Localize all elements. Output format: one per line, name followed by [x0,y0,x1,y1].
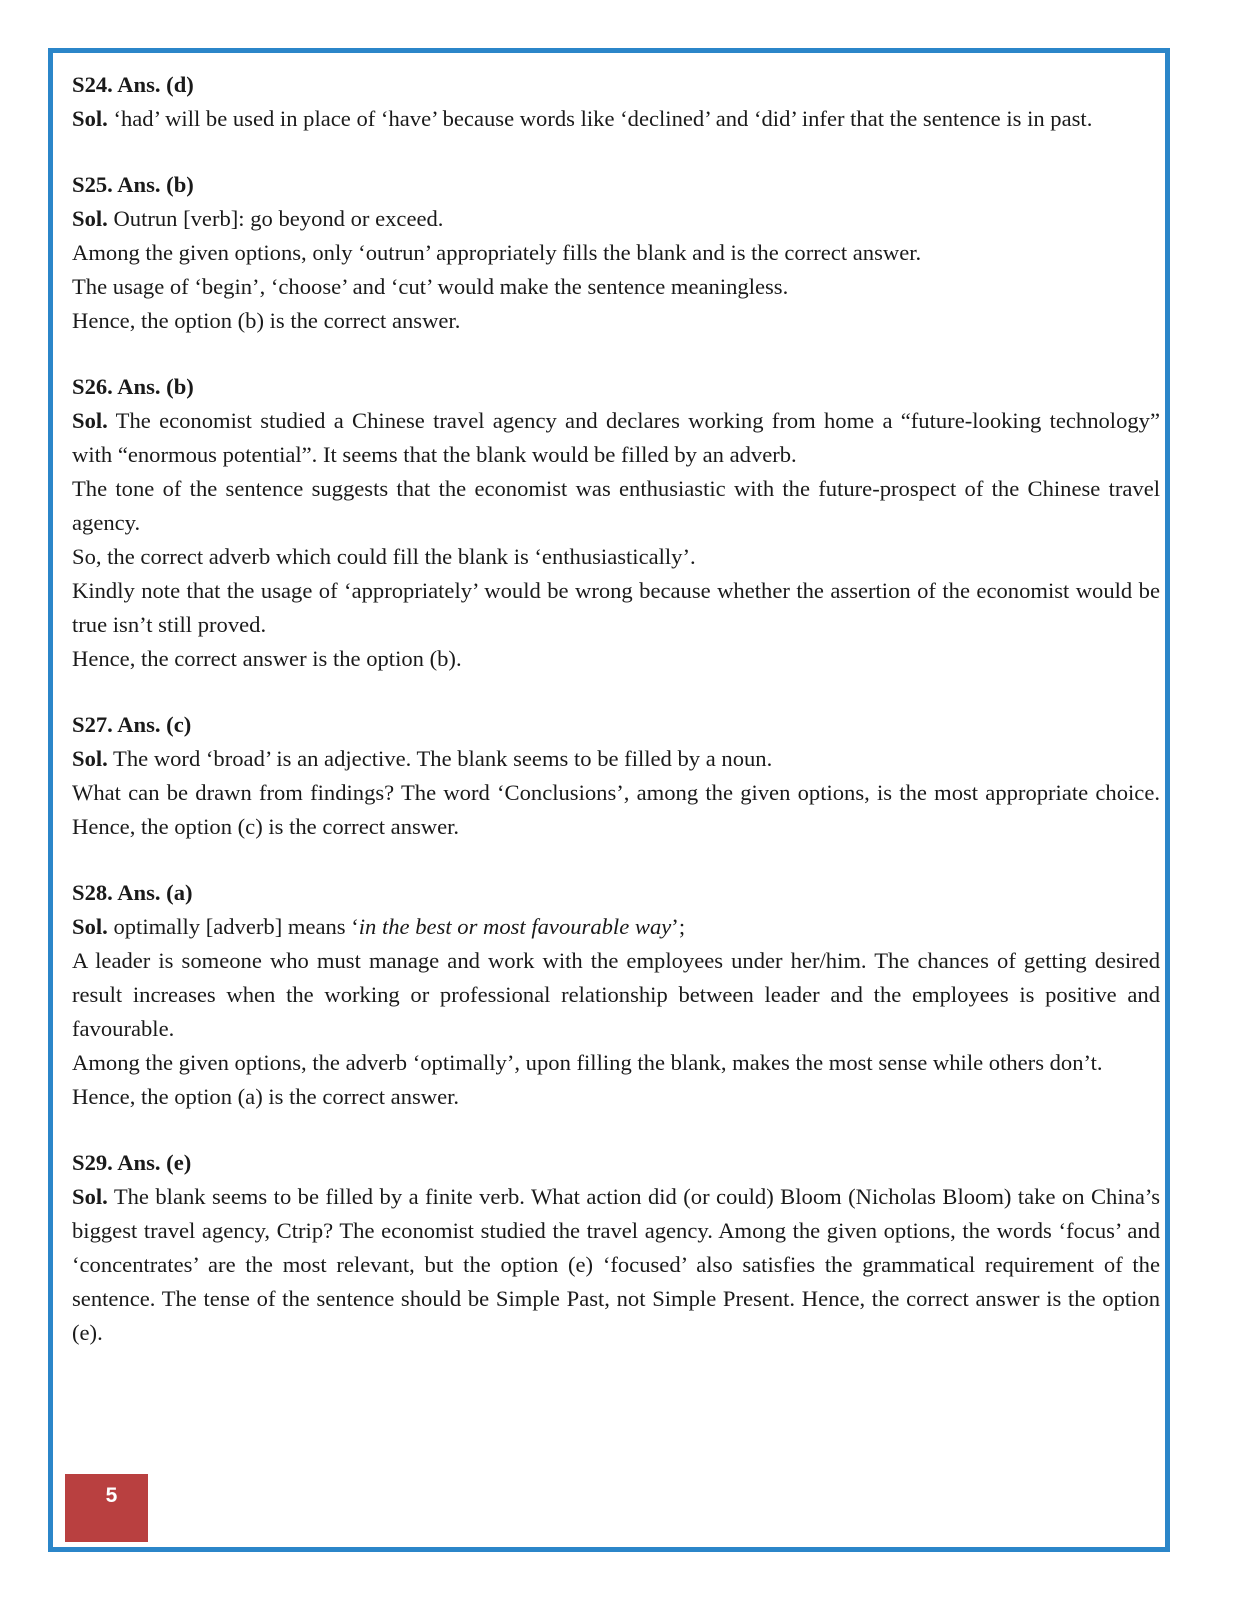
solution-line: Among the given options, only ‘outrun’ appropriately fills the blank and is the correct answer. [72,240,922,265]
solution-heading: S27. Ans. (c) [72,712,192,737]
solution-s24 [72,68,1160,136]
sol-label: Sol. [72,206,108,231]
page-number: 5 [105,1484,118,1507]
solution-line: What can be drawn from findings? The word ‘Conclusions’, among the given options, is the most appropriate choice. Hence, the option (c) is the correct answer. [72,780,1160,839]
definition-italic: in the best or most favourable way [358,914,672,939]
solution-line: The usage of ‘begin’, ‘choose’ and ‘cut’ would make the sentence meaningless. [72,274,789,299]
sol-label: Sol. [72,1184,108,1209]
solution-line: Kindly note that the usage of ‘appropriately’ would be wrong because whether the assertion of the economist would be true isn’t still proved. [72,578,1160,637]
solution-text [72,910,1160,944]
page-number-badge [65,1474,148,1542]
solution-text [72,202,1160,236]
sol-label: Sol. [72,408,108,433]
solution-heading: S24. Ans. (d) [72,72,194,97]
solution-text [72,742,1160,776]
solution-lead: The economist studied a Chinese travel agency and declares working from home a “future-looking technology” with “enormous potential”. It seems that the blank would be filled by an adverb. [72,408,1160,467]
sol-label: Sol. [72,746,108,771]
solution-lead-tail: ’; [671,914,686,939]
solution-s28 [72,876,1160,1114]
solution-heading: S26. Ans. (b) [72,374,194,399]
solution-heading: S29. Ans. (e) [72,1150,192,1175]
solution-text [72,1180,1160,1350]
solution-heading: S28. Ans. (a) [72,880,193,905]
solution-line: Hence, the option (a) is the correct answer. [72,1084,460,1109]
solution-lead: ‘had’ will be used in place of ‘have’ because words like ‘declined’ and ‘did’ infer that the sentence is in past. [113,106,1093,131]
solution-text [72,102,1160,136]
solution-line: Among the given options, the adverb ‘optimally’, upon filling the blank, makes the most sense while others don’t. [72,1050,1103,1075]
solution-lead: Outrun [verb]: go beyond or exceed. [113,206,444,231]
solution-heading: S25. Ans. (b) [72,172,194,197]
solutions-content [72,68,1160,1382]
sol-label: Sol. [72,914,108,939]
solution-line: Hence, the option (b) is the correct answer. [72,308,461,333]
solution-s27 [72,708,1160,844]
solution-text [72,404,1160,472]
solution-lead: optimally [adverb] means ‘ [113,914,359,939]
solution-lead: The blank seems to be filled by a finite verb. What action did (or could) Bloom (Nicholas Bloom) take on China’s biggest travel agency, Ctrip? The economist studied the travel agency. Among the given options, the words ‘focus’ and ‘concentrates’ are the most relevant, but the option (e) ‘focused’ also satisfies the grammatical requirement of the sentence. The tense of the sentence should be Simple Past, not Simple Present. Hence, the correct answer is the option (e). [72,1184,1160,1345]
sol-label: Sol. [72,106,108,131]
solution-line: Hence, the correct answer is the option (b). [72,646,462,671]
solution-line: The tone of the sentence suggests that the economist was enthusiastic with the future-prospect of the Chinese travel agency. [72,476,1160,535]
solution-line: So, the correct adverb which could fill the blank is ‘enthusiastically’. [72,544,696,569]
solution-lead: The word ‘broad’ is an adjective. The blank seems to be filled by a noun. [113,746,773,771]
solution-line: A leader is someone who must manage and work with the employees under her/him. The chances of getting desired result increases when the working or professional relationship between leader and the employees is positive and favourable. [72,948,1160,1041]
solution-s26 [72,370,1160,676]
solution-s25 [72,168,1160,338]
solution-s29 [72,1146,1160,1350]
